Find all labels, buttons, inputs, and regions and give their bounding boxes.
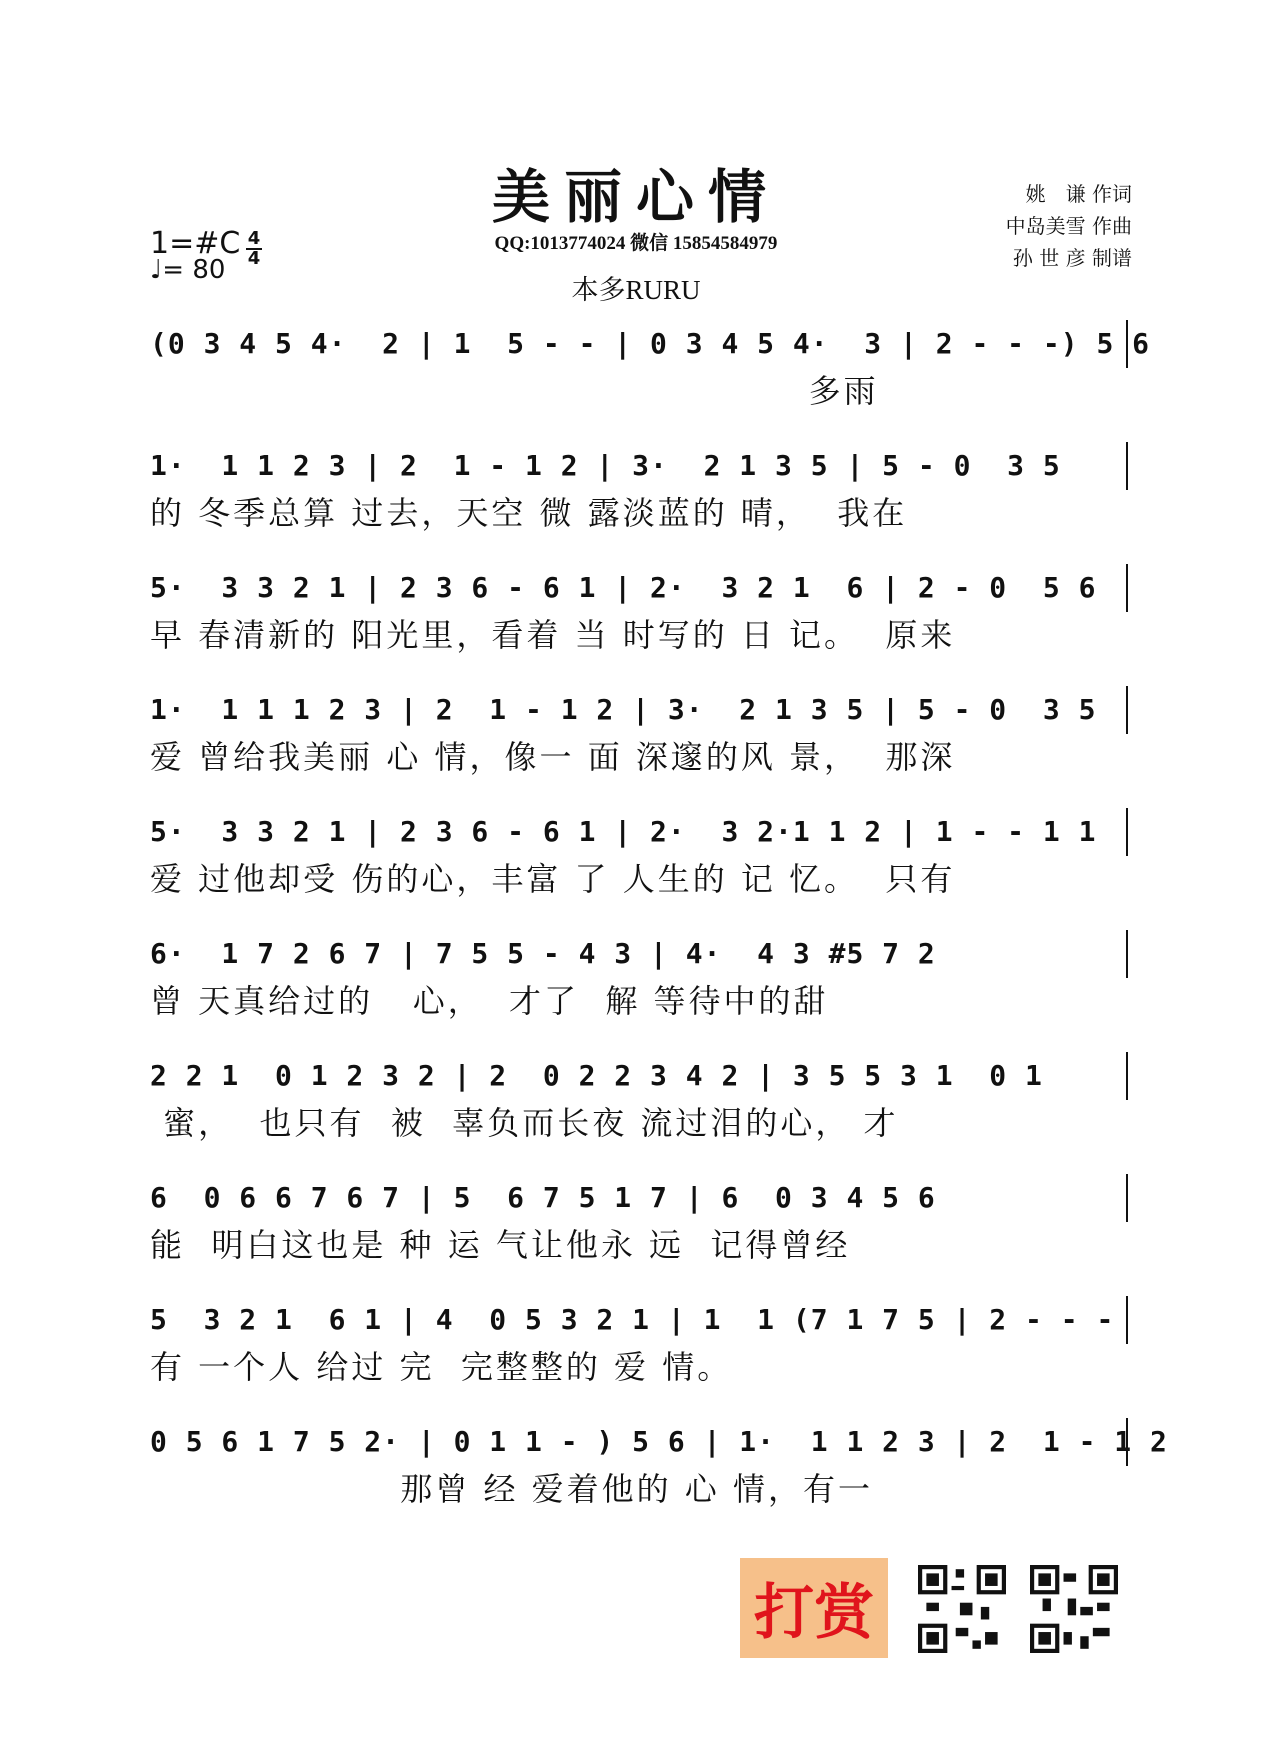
notation: 0 5 6 1 7 5 2· | 0 1 1 - ) 5 6 | 1· 1 1 2 3 | 2 1 - 1 2 [150, 1418, 1128, 1466]
score-line [150, 1174, 1128, 1296]
credit-composer: 中岛美雪 作曲 [1005, 214, 1132, 238]
notation: 5· 3 3 2 1 | 2 3 6 - 6 1 | 2· 3 2 1 6 | 2 - 0 5 6 [150, 564, 1128, 612]
score-line [150, 1296, 1128, 1418]
notation: 6 0 6 6 7 6 7 | 5 6 7 5 1 7 | 6 0 3 4 5 6 [150, 1174, 1128, 1222]
score-line [150, 1418, 1168, 1540]
score-line [150, 686, 1128, 808]
qr-code-2[interactable] [1030, 1565, 1118, 1653]
credit-transcriber: 孙 世 彦 制谱 [1012, 246, 1132, 270]
notation: (0 3 4 5 4· 2 | 1 5 - - | 0 3 4 5 4· 3 | 2 - - -) 5 6 [150, 320, 1128, 368]
time-signature [246, 230, 262, 268]
lyrics: 能 明白这也是 种 运 气让他永 远 记得曾经 [150, 1226, 851, 1264]
key-signature [150, 226, 261, 285]
score-line [150, 930, 1128, 1052]
meter-bottom: 4 [247, 248, 261, 269]
arranger: 本多RURU [571, 275, 701, 305]
credits [1006, 178, 1132, 274]
notation: 5· 3 3 2 1 | 2 3 6 - 6 1 | 2· 3 2·1 1 2 | 1 - - 1 1 [150, 808, 1128, 856]
lyrics: 曾 天真给过的 心， 才了 解 等待中的甜 [150, 982, 829, 1020]
notation: 6· 1 7 2 6 7 | 7 5 5 - 4 3 | 4· 4 3 #5 7 2 [150, 930, 1128, 978]
lyrics: 爱 过他却受 伤的心，丰富 了 人生的 记 忆。 只有 [150, 860, 956, 898]
lyrics: 那曾 经 爱着他的 心 情，有一 [150, 1470, 873, 1508]
notation: 1· 1 1 1 2 3 | 2 1 - 1 2 | 3· 2 1 3 5 | 5 - 0 3 5 [150, 686, 1128, 734]
lyrics: 的 冬季总算 过去，天空 微 露淡蓝的 晴， 我在 [150, 494, 908, 532]
score-line [150, 320, 1151, 442]
score [150, 320, 1168, 1540]
qr-code-1[interactable] [918, 1565, 1006, 1653]
lyrics: 爱 曾给我美丽 心 情，像一 面 深邃的风 景， 那深 [150, 738, 956, 776]
contact-info: QQ:1013774024 微信 15854584979 [494, 233, 778, 254]
credit-lyricist: 姚 谦 作词 [1025, 182, 1132, 206]
lyrics: 多雨 [150, 372, 879, 410]
lyrics: 有 一个人 给过 完 完整整的 爱 情。 [150, 1348, 733, 1386]
page-title: 美丽心情 [491, 163, 780, 231]
lyrics: 蜜， 也只有 被 辜负而长夜 流过泪的心， 才 [150, 1104, 899, 1142]
key-label: 1=#C [150, 226, 241, 261]
notation: 5 3 2 1 6 1 | 4 0 5 3 2 1 | 1 1 (7 1 7 5 | 2 - - - [150, 1296, 1128, 1344]
score-line [150, 564, 1128, 686]
reward-button[interactable]: 打赏 [740, 1558, 888, 1658]
notation: 1· 1 1 2 3 | 2 1 - 1 2 | 3· 2 1 3 5 | 5 - 0 3 5 [150, 442, 1128, 490]
score-line [150, 442, 1128, 564]
tempo: ♩= 80 [150, 255, 226, 285]
score-line [150, 1052, 1128, 1174]
meter-top: 4 [247, 228, 261, 249]
score-line [150, 808, 1128, 930]
lyrics: 早 春清新的 阳光里，看着 当 时写的 日 记。 原来 [150, 616, 956, 654]
notation: 2 2 1 0 1 2 3 2 | 2 0 2 2 3 4 2 | 3 5 5 3 1 0 1 [150, 1052, 1128, 1100]
